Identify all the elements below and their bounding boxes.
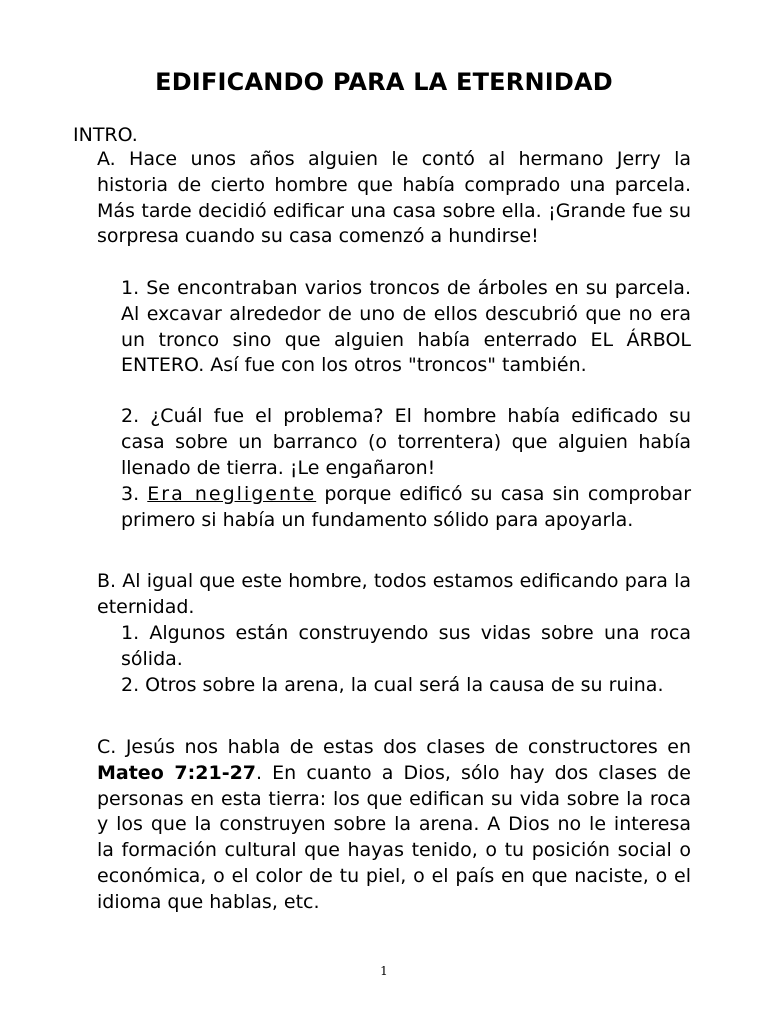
c-prefix: C. Jesús nos habla de estas dos clases de constructores en bbox=[97, 736, 691, 758]
paragraph-b2: 2. Otros sobre la arena, la cual será la causa de su ruina. bbox=[121, 674, 664, 696]
a3-rest: porque edificó su casa sin comprobar primero si había un fundamento sólido para apoyarla. bbox=[121, 483, 692, 531]
paragraph-a2: 2. ¿Cuál fue el problema? El hombre había edificado su casa sobre un barranco (o torrentera) que alguien había llenado de tierra. ¡Le engañaron! bbox=[121, 405, 691, 479]
paragraph-c bbox=[97, 735, 691, 916]
c-rest: . En cuanto a Dios, sólo hay dos clases de personas en esta tierra: los que edifican su vida sobre la roca y los que la construyen sobre la arena. A Dios no le interesa la formación cultural que hayas tenido, o tu posición social o económica, o el color de tu piel, o el país en que naciste, o el idioma que hablas, etc. bbox=[97, 761, 692, 913]
a3-underlined-text: Era negligente bbox=[147, 483, 317, 505]
intro-label: INTRO. bbox=[73, 124, 138, 146]
a3-prefix: 3. bbox=[121, 483, 148, 505]
paragraph-a: A. Hace unos años alguien le contó al hermano Jerry la historia de cierto hombre que había comprado una parcela. Más tarde decidió edificar una casa sobre ella. ¡Grande fue su sorpresa cuando su casa comenzó a hundirse! bbox=[97, 148, 691, 248]
paragraph-b: B. Al igual que este hombre, todos estamos edificando para la eternidad. bbox=[97, 570, 691, 618]
page-title: EDIFICANDO PARA LA ETERNIDAD bbox=[155, 68, 613, 96]
c-scripture-reference: Mateo 7:21-27 bbox=[97, 761, 257, 784]
paragraph-b1: 1. Algunos están construyendo sus vidas sobre una roca sólida. bbox=[121, 622, 691, 670]
page-number: 1 bbox=[380, 964, 388, 978]
paragraph-a3 bbox=[121, 482, 691, 534]
paragraph-a1: 1. Se encontraban varios troncos de árboles en su parcela. Al excavar alrededor de uno de ellos descubrió que no era un tronco sino que alguien había enterrado EL ÁRBOL ENTERO. Así fue con los otros "troncos" también. bbox=[121, 277, 691, 377]
